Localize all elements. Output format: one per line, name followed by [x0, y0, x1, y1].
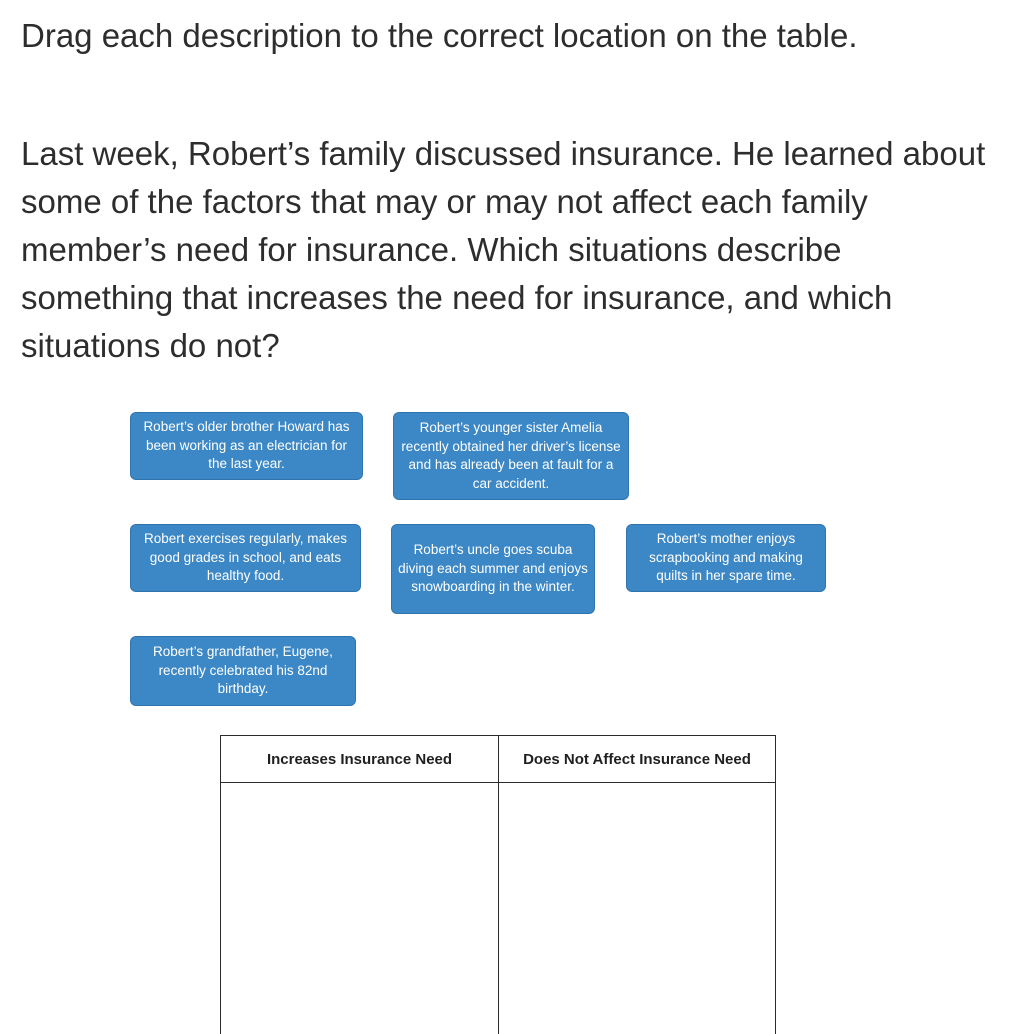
drag-tile-sister-accident[interactable]: Robert’s younger sister Amelia recently obtained her driver’s license and has already been at fault for a car accident.	[393, 412, 629, 500]
drop-cell-does-not-affect[interactable]	[498, 783, 775, 1034]
prompt-text: Last week, Robert’s family discussed insurance. He learned about some of the factors that may or may not affect each family member’s need for insurance. Which situations describe something that increases the need for insurance, and which situations do not?	[21, 135, 986, 364]
drag-tile-grandfather-birthday[interactable]: Robert’s grandfather, Eugene, recently celebrated his 82nd birthday.	[130, 636, 356, 706]
table-header-row	[221, 736, 775, 783]
drag-tile-uncle-extreme-sports[interactable]: Robert’s uncle goes scuba diving each summer and enjoys snowboarding in the winter.	[391, 524, 595, 614]
sort-table	[220, 735, 776, 1034]
drop-cell-increases[interactable]	[221, 783, 498, 1034]
column-header-does-not-affect: Does Not Affect Insurance Need	[498, 736, 775, 782]
drag-tile-brother-electrician[interactable]: Robert’s older brother Howard has been working as an electrician for the last year.	[130, 412, 363, 480]
instruction-text: Drag each description to the correct location on the table.	[21, 17, 858, 54]
table-body-row	[221, 783, 775, 1034]
drag-tile-robert-healthy[interactable]: Robert exercises regularly, makes good grades in school, and eats healthy food.	[130, 524, 361, 592]
column-header-increases: Increases Insurance Need	[266, 750, 453, 768]
drag-tile-mother-hobbies[interactable]: Robert’s mother enjoys scrapbooking and making quilts in her spare time.	[626, 524, 826, 592]
